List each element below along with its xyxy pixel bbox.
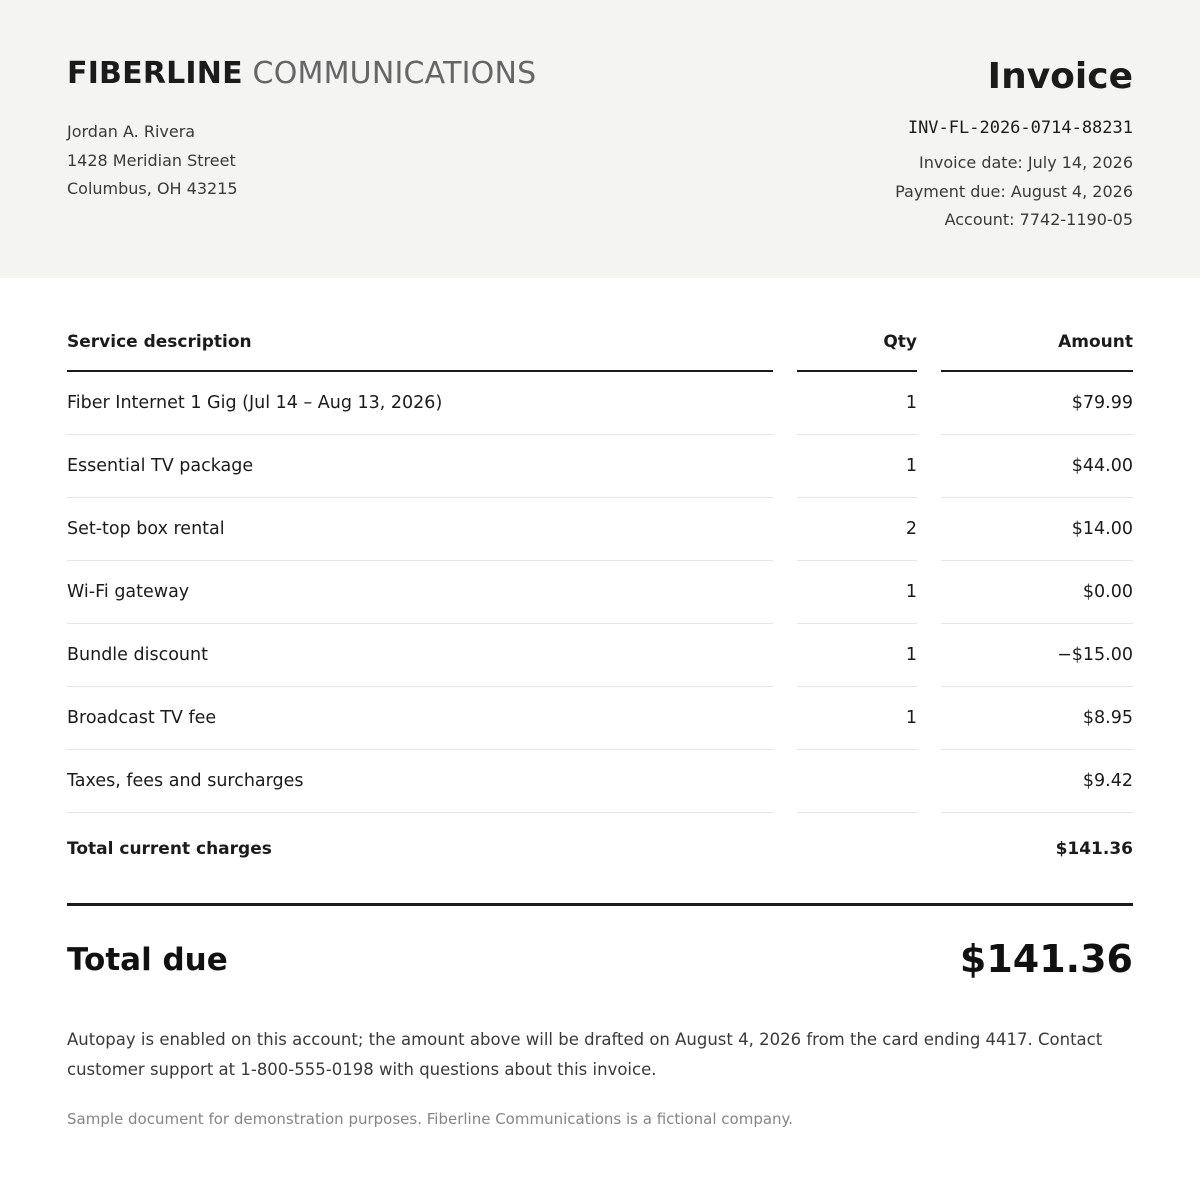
invoice-meta [895, 149, 1133, 235]
customer-city: Columbus, OH 43215 [67, 179, 238, 198]
row-amount: $8.95 [1082, 708, 1133, 728]
table-row [67, 687, 1133, 750]
autopay-note: Autopay is enabled on this account; the amount above will be drafted on August 4, 2026 from the card ending 4417. Contact customer support at 1-800-555-0198 with questions about this invoice. [67, 1030, 1103, 1079]
subtotal-row [67, 813, 1133, 885]
row-amount: $14.00 [1071, 519, 1133, 539]
total-due-label: Total due [67, 942, 228, 978]
row-amount: $79.99 [1071, 393, 1133, 413]
row-qty: 1 [905, 645, 917, 665]
row-description: Set-top box rental [67, 519, 225, 539]
header-amount: Amount [1058, 332, 1133, 352]
row-description: Taxes, fees and surcharges [67, 771, 304, 791]
company-logo-text [67, 55, 536, 93]
row-qty: 1 [905, 582, 917, 602]
table-row [67, 372, 1133, 435]
row-amount: $44.00 [1071, 456, 1133, 476]
invoice-date: Invoice date: July 14, 2026 [919, 153, 1133, 172]
row-qty: 2 [905, 519, 917, 539]
total-divider [67, 903, 1133, 906]
disclaimer: Sample document for demonstration purposes. Fiberline Communications is a fictional company. [67, 1110, 794, 1128]
customer-address [67, 118, 238, 204]
charges-table [67, 278, 1133, 885]
row-qty: 1 [905, 393, 917, 413]
row-description: Fiber Internet 1 Gig (Jul 14 – Aug 13, 2026) [67, 393, 443, 413]
company-name-light: COMMUNICATIONS [252, 56, 537, 91]
row-qty: 1 [905, 456, 917, 476]
row-amount: $9.42 [1082, 771, 1133, 791]
table-row [67, 435, 1133, 498]
customer-street: 1428 Meridian Street [67, 150, 236, 170]
table-row [67, 624, 1133, 687]
header-description: Service description [67, 332, 252, 352]
invoice-header [0, 0, 1200, 278]
invoice-title: Invoice [987, 56, 1133, 97]
subtotal-label: Total current charges [67, 839, 272, 859]
table-row [67, 561, 1133, 624]
row-description: Wi-Fi gateway [67, 582, 190, 602]
row-amount: $0.00 [1082, 582, 1133, 602]
row-description: Essential TV package [67, 456, 254, 476]
row-qty: 1 [905, 708, 917, 728]
invoice-number: INV-FL-2026-0714-88231 [907, 118, 1133, 138]
table-header [67, 278, 1133, 372]
row-amount: −$15.00 [1057, 645, 1133, 665]
table-row [67, 750, 1133, 813]
customer-name: Jordan A. Rivera [67, 122, 196, 141]
table-row [67, 498, 1133, 561]
subtotal-amount: $141.36 [1055, 839, 1133, 859]
payment-due: Payment due: August 4, 2026 [895, 181, 1133, 201]
header-qty: Qty [883, 332, 917, 352]
row-description: Bundle discount [67, 645, 208, 665]
account-number: Account: 7742-1190-05 [944, 210, 1133, 229]
row-description: Broadcast TV fee [67, 708, 217, 728]
company-name-bold: FIBERLINE [67, 56, 243, 91]
total-due-amount: $141.36 [959, 937, 1133, 981]
